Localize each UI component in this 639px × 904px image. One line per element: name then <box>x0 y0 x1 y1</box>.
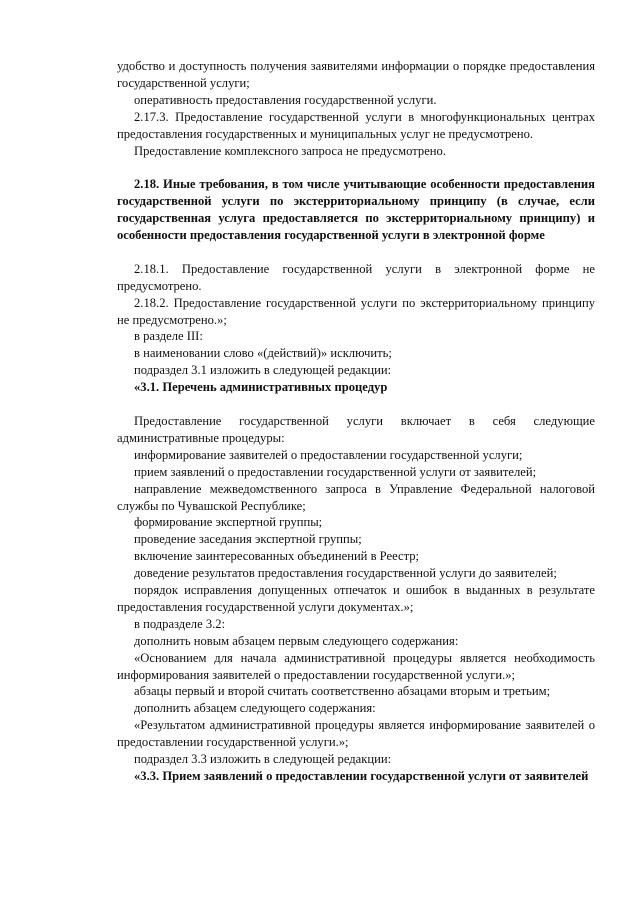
paragraph: дополнить абзацем следующего содержания: <box>134 701 376 716</box>
paragraph: прием заявлений о предоставлении государственной услуги от заявителей; <box>134 464 537 479</box>
paragraph: в разделе III: <box>134 329 203 344</box>
paragraph-gap <box>117 396 595 413</box>
paragraph: в наименовании слово «(действий)» исключить; <box>134 346 392 361</box>
paragraph-gap <box>117 159 595 176</box>
paragraph: 2.18.1. Предоставление государственной услуги в электронной форме не предусмотрено. <box>117 261 595 293</box>
paragraph: 2.17.3. Предоставление государственной услуги в многофункциональных центрах предоставления государственных и муниципальных услуг не предусмотрено. <box>117 109 595 141</box>
paragraph: удобство и доступность получения заявителями информации о порядке предоставления государственной услуги; <box>117 59 595 90</box>
paragraph: дополнить новым абзацем первым следующего содержания: <box>134 633 459 648</box>
section-heading: «3.1. Перечень административных процедур <box>134 380 388 395</box>
paragraph: формирование экспертной группы; <box>134 515 323 530</box>
paragraph: проведение заседания экспертной группы; <box>134 532 362 547</box>
paragraph: 2.18.2. Предоставление государственной услуги по экстерриториальному принципу не предусмотрено.»; <box>117 295 595 327</box>
section-heading: 2.18. Иные требования, в том числе учитывающие особенности предоставления государственной услуги по экстерриториальному принципу (в случае, если государственная услуга предоставляется по экстерриториальному принципу) и особенности предоставления государственной услуги в электронной форме <box>117 177 595 243</box>
paragraph: Предоставление государственной услуги включает в себя следующие административные процедуры: <box>117 413 595 445</box>
paragraph: информирование заявителей о предоставлении государственной услуги; <box>134 447 523 462</box>
paragraph: подраздел 3.1 изложить в следующей редакции: <box>134 363 392 378</box>
paragraph: абзацы первый и второй считать соответственно абзацами вторым и третьим; <box>134 684 551 699</box>
paragraph: «Основанием для начала административной процедуры является необходимость информирования заявителей о предоставлении государственной услуги.»; <box>117 650 595 682</box>
paragraph: в подразделе 3.2: <box>134 616 226 631</box>
paragraph: подраздел 3.3 изложить в следующей редакции: <box>134 752 392 767</box>
paragraph-gap <box>117 244 595 261</box>
paragraph: оперативность предоставления государственной услуги. <box>134 92 437 107</box>
paragraph: Предоставление комплексного запроса не предусмотрено. <box>134 143 446 158</box>
paragraph: включение заинтересованных объединений в Реестр; <box>134 549 420 564</box>
paragraph: доведение результатов предоставления государственной услуги до заявителей; <box>134 566 557 581</box>
paragraph: направление межведомственного запроса в Управление Федеральной налоговой службы по Чувашской Республике; <box>117 481 595 513</box>
section-heading: «3.3. Прием заявлений о предоставлении государственной услуги от заявителей <box>134 769 589 784</box>
paragraph: «Результатом административной процедуры является информирование заявителей о предоставлении государственной услуги.»; <box>117 718 595 750</box>
paragraph: порядок исправления допущенных отпечаток и ошибок в выданных в результате предоставления государственной услуги документах.»; <box>117 583 595 614</box>
